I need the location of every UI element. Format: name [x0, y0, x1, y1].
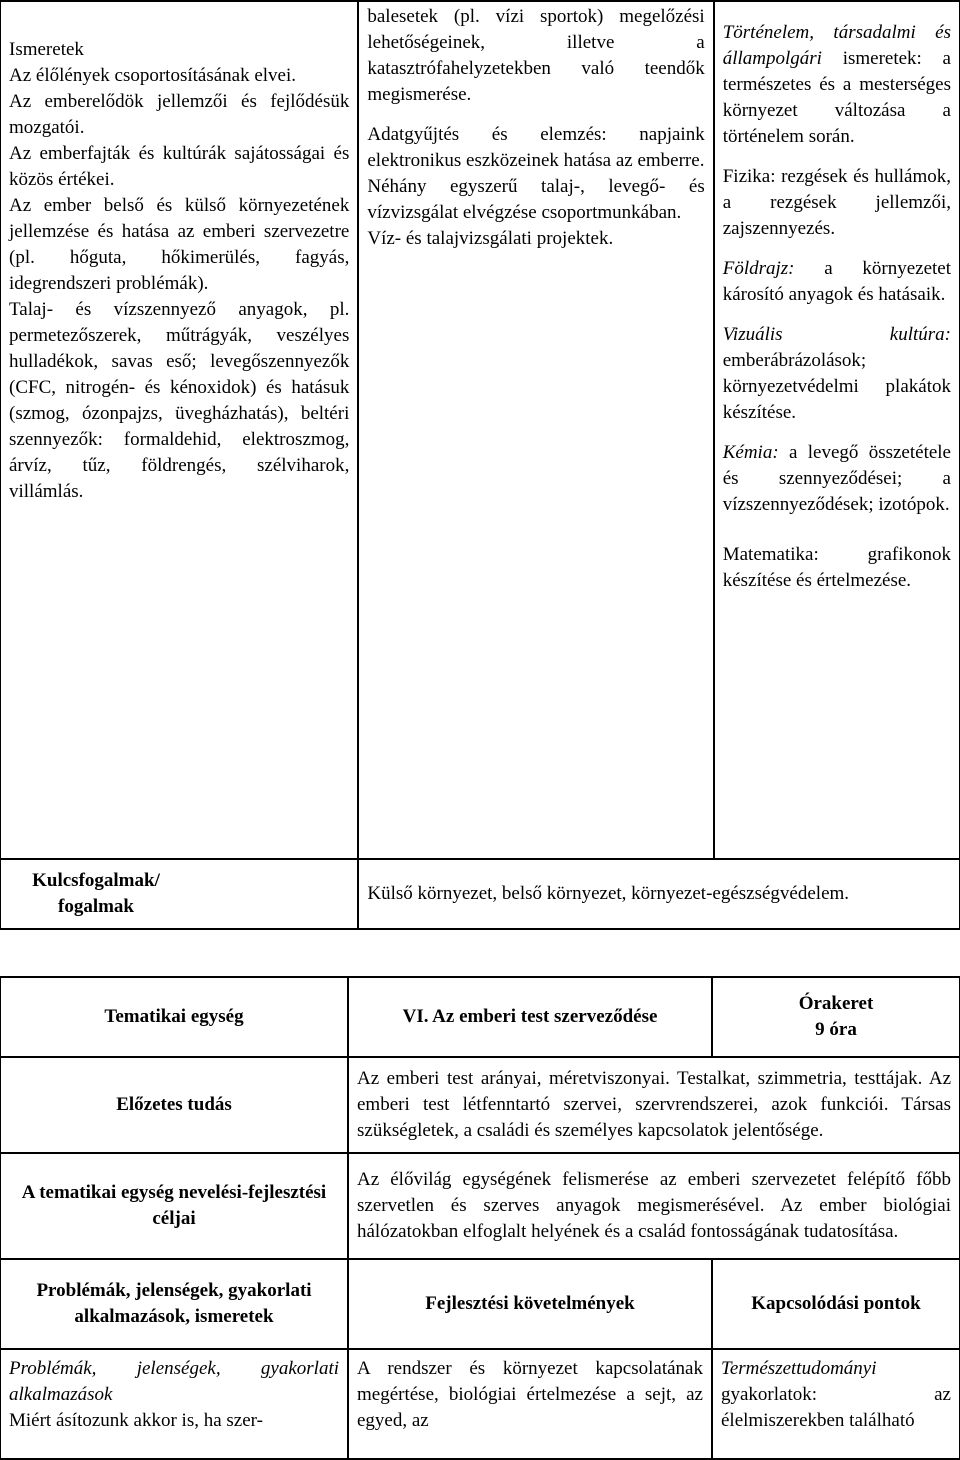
connection-subject: Földrajz:: [722, 258, 795, 279]
col-header-connections: Kapcsolódási pontok: [712, 1259, 960, 1349]
connection-item: [723, 542, 951, 594]
connections-list: [723, 20, 951, 594]
knowledge-item: Talaj- és vízszennyező anyagok, pl. permetezőszerek, műtrágyák, veszélyes hulladékok, savas eső; levegőszennyezők (CFC, nitrogén- és kénoxidok) és hatásuk (szmog, ózonpajzs, üvegházhatás), beltéri szennyezők: formaldehid, elektroszmog, árvíz, tűz, földrengés, szélviharok, villámlás.: [9, 299, 350, 502]
col-header-problems: Problémák, jelenségek, gyakorlati alkalmazások, ismeretek: [0, 1259, 348, 1349]
thematic-unit-title: VI. Az emberi test szerveződése: [348, 977, 712, 1057]
development-item: Néhány egyszerű talaj-, levegő- és vízvizsgálat elvégzése csoportmunkában.: [367, 176, 705, 223]
knowledge-item: Az emberfajták és kultúrák sajátosságai és közös értékei.: [9, 143, 350, 190]
connection-item: [723, 256, 951, 308]
connection-text: a levegő összetétele és szennyeződései; a vízszennyeződések; izotópok.: [722, 442, 951, 515]
problems-heading: Problémák, jelenségek, gyakorlati alkalmazások: [9, 1358, 339, 1405]
requirements-body: [348, 1349, 712, 1459]
thematic-unit-label: Tematikai egység: [0, 977, 348, 1057]
knowledge-heading: Ismeretek: [9, 39, 84, 60]
connection-subject: Kémia:: [722, 442, 779, 463]
col-header-requirements: Fejlesztési követelmények: [348, 1259, 712, 1349]
key-concepts-text: Külső környezet, belső környezet, környezet-egészségvédelem.: [358, 859, 960, 929]
connection-item: [723, 20, 951, 150]
connection-subject: Fizika:: [722, 166, 776, 187]
goals-text: Az élővilág egységének felismerése az emberi szervezetet felépítő főbb szervetlen és szerves anyagok megismerésével. Az ember biológiai hálózatokban elfoglalt helyének és a család fontosságának tudatosítása.: [348, 1153, 960, 1259]
knowledge-item: Az élőlények csoportosításának elvei.: [9, 65, 297, 86]
knowledge-cell: [0, 1, 358, 859]
connection-item: [723, 440, 951, 518]
connection-item: [723, 322, 951, 426]
development-item: balesetek (pl. vízi sportok) megelőzési lehetőségeinek, illetve a katasztrófahelyzetekben való teendők megismerése.: [367, 6, 705, 105]
connection-text: emberábrázolások; környezetvédelmi plakátok készítése.: [722, 350, 951, 423]
connection-item: [723, 164, 951, 242]
lower-table: [0, 976, 960, 1460]
requirements-text: A rendszer és környezet kapcsolatának megértése, biológiai értelmezése a sejt, az egyed, az: [357, 1358, 703, 1431]
time-frame-value: 9 óra: [815, 1019, 857, 1040]
connection-text: a környezetet károsító anyagok és hatásaik.: [722, 258, 951, 305]
knowledge-item: Az ember belső és külső környezetének jellemzése és hatása az emberi szervezetre (pl. hőguta, hőkimerülés, fagyás, idegrendszeri problémák).: [9, 195, 350, 294]
development-cell: [358, 1, 713, 859]
connection-subject: Történelem, társadalmi és állampolgári: [722, 22, 951, 69]
connections-text: gyakorlatok: az élelmiszerekben található: [721, 1384, 951, 1431]
knowledge-item: Az emberelődök jellemzői és fejlődésük mozgatói.: [9, 91, 350, 138]
time-frame-label: Órakeret: [798, 993, 874, 1014]
problems-text: Miért ásítozunk akkor is, ha szer-: [9, 1410, 263, 1431]
connection-text: grafikonok készítése és értelmezése.: [722, 544, 951, 591]
connection-subject: Matematika:: [722, 544, 819, 565]
connections-body: [712, 1349, 960, 1459]
development-item: Adatgyűjtés és elemzés: napjaink elektronikus eszközeinek hatása az emberre.: [367, 124, 705, 171]
connections-cell: [714, 1, 960, 859]
key-concepts-label: Kulcsfogalmak/ fogalmak: [0, 859, 358, 929]
development-item: Víz- és talajvizsgálati projektek.: [367, 228, 614, 249]
prior-knowledge-text: Az emberi test arányai, méretviszonyai. Testalkat, szimmetria, testtájak. Az emberi test létfenntartó szervei, szervrendszerei, azok funkciói. Társas szükségletek, a családi és személyes kapcsolatok jelentősége.: [348, 1057, 960, 1153]
prior-knowledge-label: Előzetes tudás: [0, 1057, 348, 1153]
connection-text: rezgések és hullámok, a rezgések jellemzői, zajszennyezés.: [722, 166, 951, 239]
goals-label: A tematikai egység nevelési-fejlesztési céljai: [0, 1153, 348, 1259]
connection-text: ismeretek: a természetes és a mesterséges környezet változása a történelem során.: [722, 48, 951, 147]
connections-heading: Természettudományi: [721, 1358, 877, 1379]
problems-body: [0, 1349, 348, 1459]
connection-subject: Vizuális kultúra:: [722, 324, 951, 345]
time-frame-cell: [712, 977, 960, 1057]
